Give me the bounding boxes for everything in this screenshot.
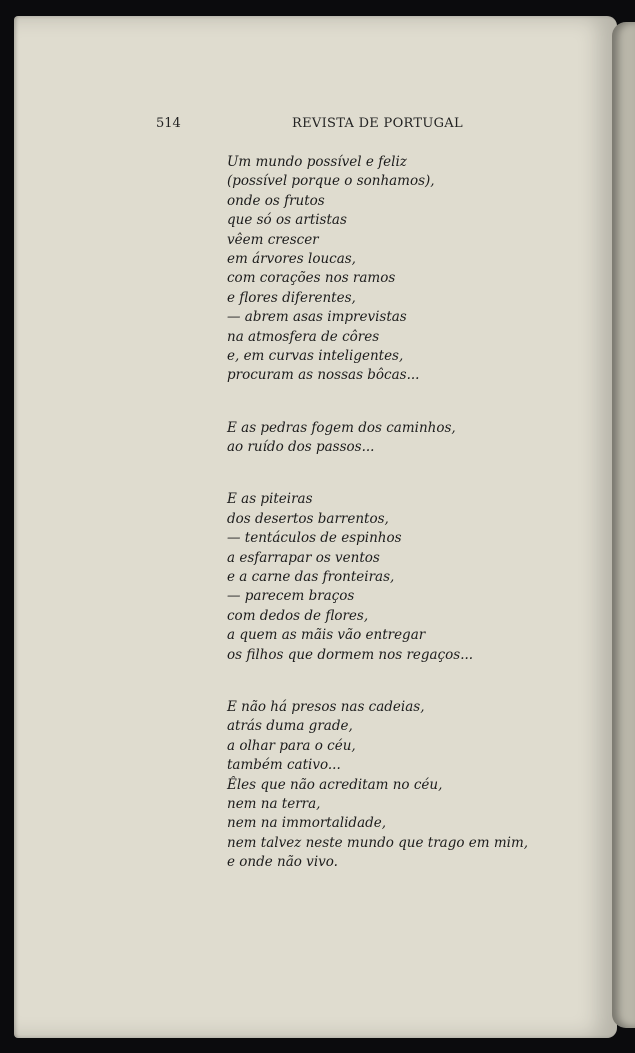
stanza-1 xyxy=(227,153,547,386)
poem-line: atrás duma grade, xyxy=(227,718,353,735)
poem-line: a esfarrapar os ventos xyxy=(227,549,380,566)
poem-line: E as pedras fogem dos caminhos, xyxy=(227,419,456,436)
poem-line: a quem as mãis vão entregar xyxy=(227,627,426,644)
poem-line: e flores diferentes, xyxy=(227,289,356,306)
stanza-3 xyxy=(227,490,547,665)
poem-line: — parecem braços xyxy=(227,588,355,605)
poem-line: em árvores loucas, xyxy=(227,250,356,267)
poem-line: os filhos que dormem nos regaços... xyxy=(227,646,474,663)
poem-line: com corações nos ramos xyxy=(227,270,396,287)
poem-line: nem na immortalidade, xyxy=(227,815,387,832)
poem-line: procuram as nossas bôcas... xyxy=(227,367,420,384)
poem-line: E as piteiras xyxy=(227,491,313,508)
poem-line: também cativo... xyxy=(227,757,341,774)
poem-line: a olhar para o céu, xyxy=(227,737,356,754)
poem-line: — abrem asas imprevistas xyxy=(227,309,407,326)
poem-line: nem talvez neste mundo que trago em mim, xyxy=(227,834,529,851)
poem-line: na atmosfera de côres xyxy=(227,328,380,345)
next-page-edge xyxy=(612,22,635,1028)
page-number: 514 xyxy=(156,116,181,131)
poem-line: onde os frutos xyxy=(227,192,325,209)
poem-line: com dedos de flores, xyxy=(227,607,369,624)
poem-line: Êles que não acreditam no céu, xyxy=(227,776,443,793)
poem xyxy=(227,153,547,873)
poem-line: vêem crescer xyxy=(227,231,319,248)
poem-line: dos desertos barrentos, xyxy=(227,510,389,527)
poem-line: (possível porque o sonhamos), xyxy=(227,173,435,190)
poem-line: Um mundo possível e feliz xyxy=(227,154,407,170)
poem-line: — tentáculos de espinhos xyxy=(227,530,402,547)
poem-line: e onde não vivo. xyxy=(227,854,338,871)
poem-line: E não há presos nas cadeias, xyxy=(227,698,425,715)
poem-line: e, em curvas inteligentes, xyxy=(227,347,404,364)
stanza-2 xyxy=(227,419,547,458)
poem-line: nem na terra, xyxy=(227,795,321,812)
poem-line: que só os artistas xyxy=(227,212,347,229)
stanza-4 xyxy=(227,698,547,873)
poem-line: ao ruído dos passos... xyxy=(227,439,375,456)
poem-line: e a carne das fronteiras, xyxy=(227,569,395,586)
running-title: REVISTA DE PORTUGAL xyxy=(292,116,463,131)
